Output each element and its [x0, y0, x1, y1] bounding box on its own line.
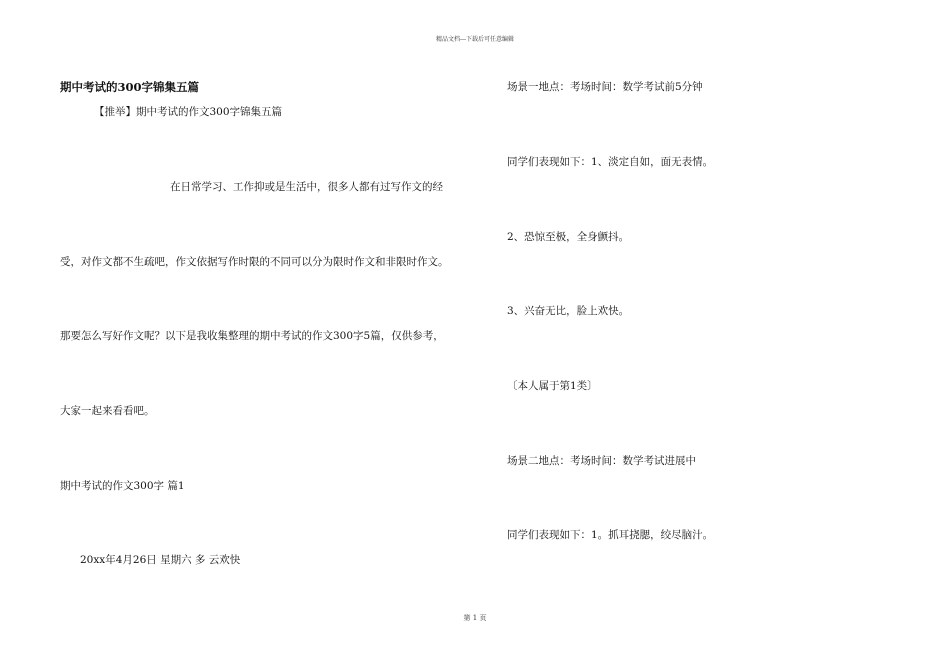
page-footer: 第 1 页 — [463, 614, 487, 622]
paragraph-line-4: 大家一起来看看吧。 — [60, 405, 155, 417]
paragraph-line-3: 那要怎么写好作文呢？以下是我收集整理的期中考试的作文300字5篇，仅供参考， — [60, 330, 444, 342]
reaction-line-1: 同学们表现如下：1、淡定自如，面无表情。 — [507, 156, 714, 168]
essay-heading: 期中考试的作文300字 篇1 — [60, 480, 185, 492]
scene-1-line: 场景一地点：考场时间：数学考试前5分钟 — [507, 81, 703, 93]
reaction-line-2: 2、恐惊至极，全身颤抖。 — [507, 231, 630, 243]
document-title: 期中考试的300字锦集五篇 — [60, 80, 200, 94]
self-category-line: 〔本人属于第1类〕 — [507, 380, 598, 392]
date-line: 20xx年4月26日 星期六 多 云欢快 — [80, 554, 241, 566]
paragraph-line-2: 受，对作文都不生疏吧，作文依据写作时限的不同可以分为限时作文和非限时作文。 — [60, 256, 449, 268]
paragraph-line-1: 在日常学习、工作抑或是生活中，很多人都有过写作文的经 — [170, 181, 443, 193]
recommend-line: 【推举】期中考试的作文300字锦集五篇 — [94, 106, 283, 118]
reaction-line-4: 同学们表现如下：1。抓耳挠腮，绞尽脑汁。 — [507, 529, 714, 541]
scene-2-line: 场景二地点：考场时间：数学考试进展中 — [507, 455, 696, 467]
reaction-line-3: 3、兴奋无比，脸上欢快。 — [507, 305, 630, 317]
page-header: 精品文档---下载后可任意编辑 — [435, 36, 515, 43]
